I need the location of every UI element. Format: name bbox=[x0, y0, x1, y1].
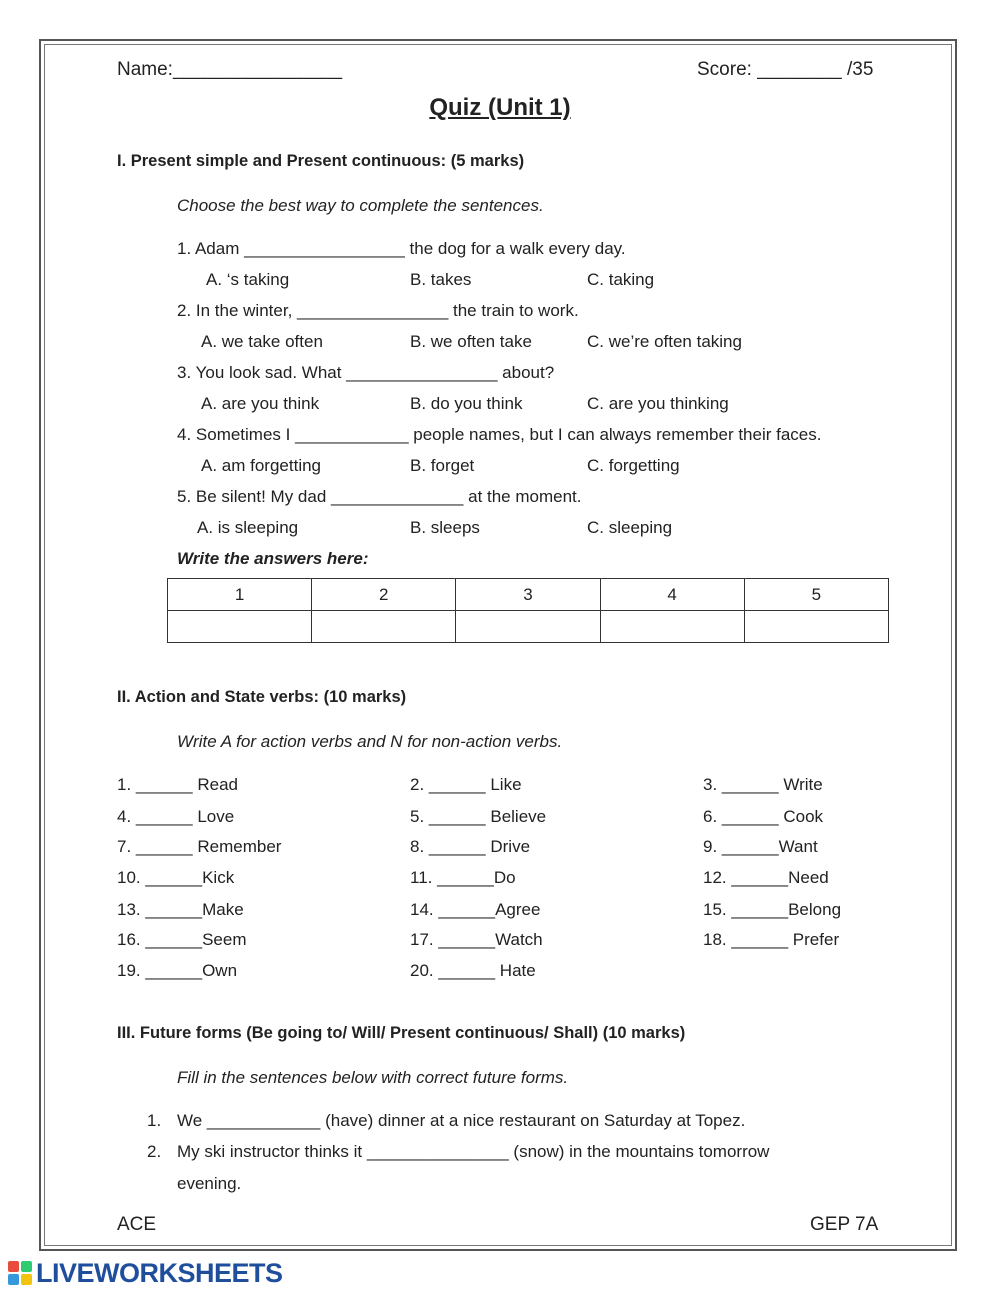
answer-cell-1[interactable] bbox=[168, 611, 312, 643]
question-4-option-a[interactable]: A. am forgetting bbox=[201, 456, 322, 475]
question-4-option-b[interactable]: B. forget bbox=[410, 456, 475, 475]
question-3-option-a[interactable]: A. are you think bbox=[201, 394, 320, 413]
verb-item[interactable]: 10. ______Kick bbox=[117, 868, 235, 887]
question-2-option-b[interactable]: B. we often take bbox=[410, 332, 532, 351]
answer-table bbox=[167, 578, 889, 643]
name-field[interactable]: Name:________________ bbox=[117, 59, 343, 80]
answer-header-5: 5 bbox=[744, 579, 888, 611]
question-3-option-c[interactable]: C. are you thinking bbox=[587, 394, 729, 413]
question-3-stem: 3. You look sad. What ________________ about? bbox=[177, 363, 555, 382]
verb-item[interactable]: 17. ______Watch bbox=[410, 930, 543, 949]
answer-header-1: 1 bbox=[168, 579, 312, 611]
question-3-option-b[interactable]: B. do you think bbox=[410, 394, 523, 413]
question-5-option-c[interactable]: C. sleeping bbox=[587, 518, 673, 537]
section-1-instruction: Choose the best way to complete the sentences. bbox=[177, 196, 544, 215]
future-item-2-text[interactable]: My ski instructor thinks it _______________ (snow) in the mountains tomorrow bbox=[177, 1142, 770, 1161]
verb-item[interactable]: 1. ______ Read bbox=[117, 775, 238, 794]
answer-cell-2[interactable] bbox=[312, 611, 456, 643]
question-5-option-a[interactable]: A. is sleeping bbox=[197, 518, 299, 537]
logo-icon bbox=[8, 1261, 32, 1285]
verb-item[interactable]: 2. ______ Like bbox=[410, 775, 522, 794]
question-1-option-a[interactable]: A. ‘s taking bbox=[206, 270, 290, 289]
verb-item[interactable]: 19. ______Own bbox=[117, 961, 238, 980]
section-3-instruction: Fill in the sentences below with correct future forms. bbox=[177, 1068, 569, 1087]
question-4-stem: 4. Sometimes I ____________ people names, but I can always remember their faces. bbox=[177, 425, 822, 444]
question-2-stem: 2. In the winter, ________________ the train to work. bbox=[177, 301, 579, 320]
question-4-option-c[interactable]: C. forgetting bbox=[587, 456, 680, 475]
page-border-inner bbox=[44, 44, 952, 1246]
verb-item[interactable]: 9. ______Want bbox=[703, 837, 818, 856]
page-title: Quiz (Unit 1) bbox=[429, 94, 571, 121]
answers-label: Write the answers here: bbox=[177, 549, 369, 568]
section-2-instruction: Write A for action verbs and N for non-action verbs. bbox=[177, 732, 563, 751]
section-2-heading: II. Action and State verbs: (10 marks) bbox=[117, 688, 407, 706]
question-1-option-c[interactable]: C. taking bbox=[587, 270, 655, 289]
verb-item[interactable]: 7. ______ Remember bbox=[117, 837, 282, 856]
liveworksheets-logo[interactable] bbox=[8, 1258, 283, 1288]
logo-text: LIVEWORKSHEETS bbox=[36, 1257, 283, 1288]
future-item-2-text-cont: evening. bbox=[177, 1174, 242, 1193]
answer-header-2: 2 bbox=[312, 579, 456, 611]
question-2-option-a[interactable]: A. we take often bbox=[201, 332, 323, 351]
footer-right: GEP 7A bbox=[810, 1214, 879, 1235]
footer-left: ACE bbox=[117, 1214, 157, 1235]
verb-item[interactable]: 20. ______ Hate bbox=[410, 961, 536, 980]
verb-item[interactable]: 13. ______Make bbox=[117, 900, 244, 919]
verb-item[interactable]: 3. ______ Write bbox=[703, 775, 823, 794]
verb-item[interactable]: 6. ______ Cook bbox=[703, 807, 824, 826]
future-item-1-number: 1. bbox=[147, 1111, 162, 1130]
section-3-heading: III. Future forms (Be going to/ Will/ Present continuous/ Shall) (10 marks) bbox=[117, 1024, 686, 1042]
verb-item[interactable]: 15. ______Belong bbox=[703, 900, 842, 919]
verb-item[interactable]: 5. ______ Believe bbox=[410, 807, 547, 826]
question-1-stem: 1. Adam _________________ the dog for a walk every day. bbox=[177, 239, 626, 258]
score-field: Score: ________ /35 bbox=[697, 59, 874, 80]
verb-item[interactable]: 8. ______ Drive bbox=[410, 837, 531, 856]
question-5-option-b[interactable]: B. sleeps bbox=[410, 518, 480, 537]
verb-item[interactable]: 4. ______ Love bbox=[117, 807, 235, 826]
verb-item[interactable]: 11. ______Do bbox=[410, 868, 516, 887]
answer-header-4: 4 bbox=[600, 579, 744, 611]
verb-item[interactable]: 12. ______Need bbox=[703, 868, 829, 887]
verb-item[interactable]: 18. ______ Prefer bbox=[703, 930, 840, 949]
verb-item[interactable]: 16. ______Seem bbox=[117, 930, 247, 949]
future-item-2-number: 2. bbox=[147, 1142, 162, 1161]
future-item-1-text[interactable]: We ____________ (have) dinner at a nice restaurant on Saturday at Topez. bbox=[177, 1111, 746, 1130]
question-2-option-c[interactable]: C. we’re often taking bbox=[587, 332, 742, 351]
answer-cell-3[interactable] bbox=[456, 611, 600, 643]
answer-cell-5[interactable] bbox=[744, 611, 888, 643]
question-5-stem: 5. Be silent! My dad ______________ at the moment. bbox=[177, 487, 582, 506]
answer-table-header-row bbox=[168, 579, 889, 611]
answer-table-input-row bbox=[168, 611, 889, 643]
answer-cell-4[interactable] bbox=[600, 611, 744, 643]
answer-header-3: 3 bbox=[456, 579, 600, 611]
section-1-heading: I. Present simple and Present continuous: (5 marks) bbox=[117, 152, 525, 170]
question-1-option-b[interactable]: B. takes bbox=[410, 270, 472, 289]
verb-item[interactable]: 14. ______Agree bbox=[410, 900, 541, 919]
